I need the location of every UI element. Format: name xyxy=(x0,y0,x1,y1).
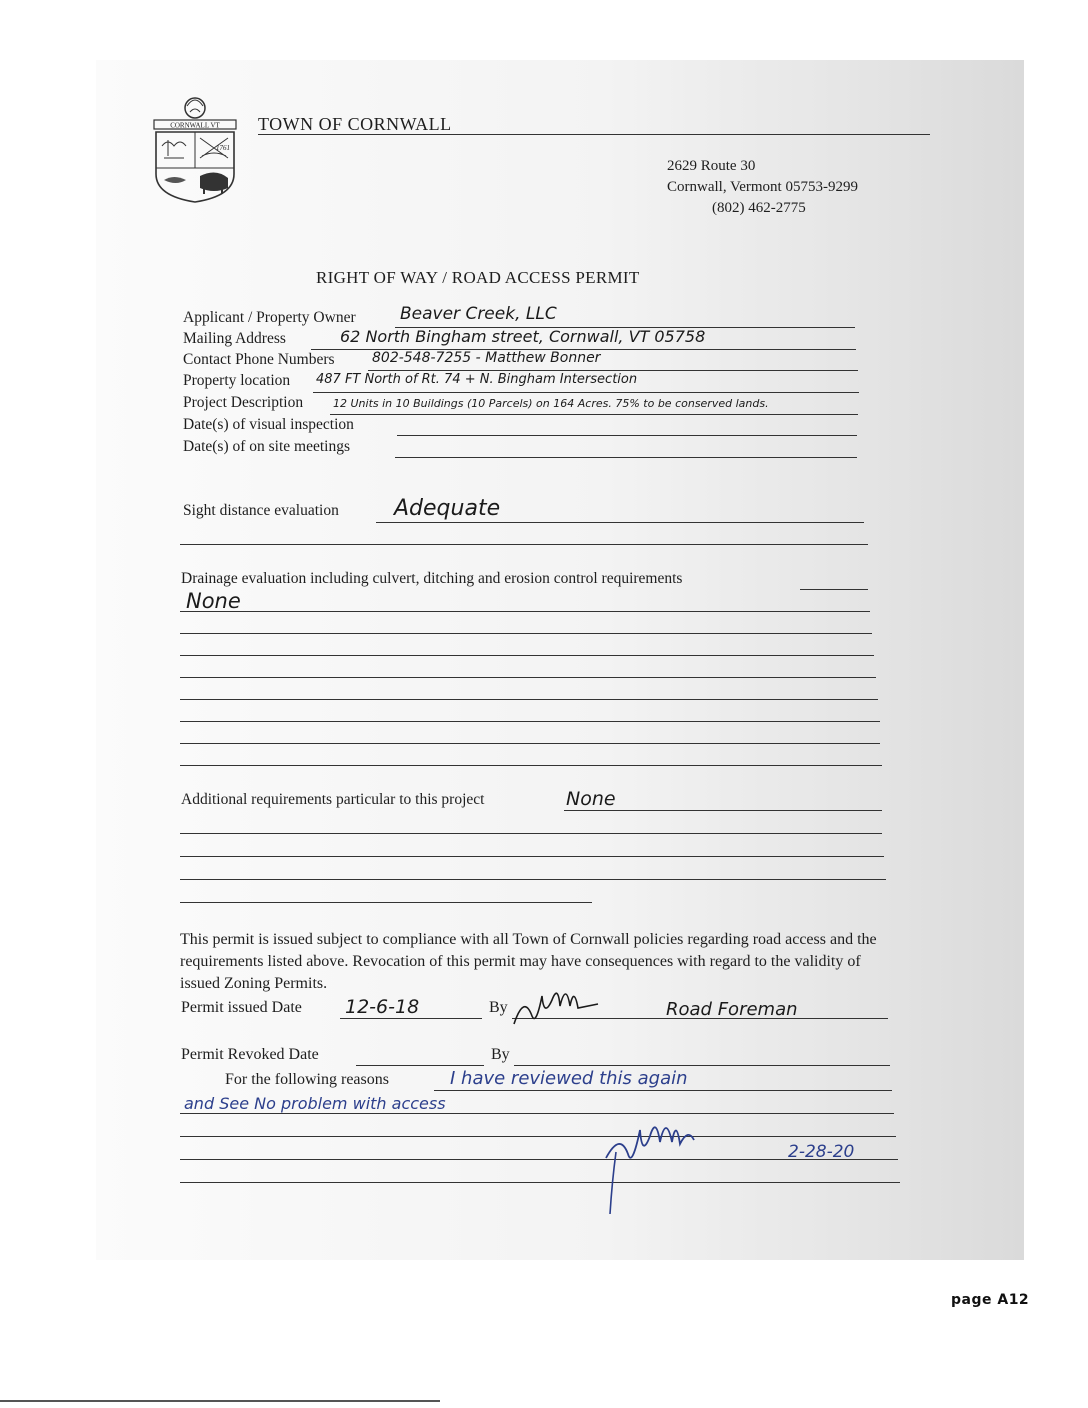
address-line-1: 2629 Route 30 xyxy=(667,158,756,174)
project-description-line xyxy=(330,414,858,415)
sight-distance-line xyxy=(376,522,864,523)
svg-text:1761: 1761 xyxy=(216,144,230,152)
drainage-line-5 xyxy=(180,699,878,700)
town-seal-icon xyxy=(150,96,240,206)
reasons-label: For the following reasons xyxy=(225,1071,389,1088)
applicant-label: Applicant / Property Owner xyxy=(183,309,356,326)
town-name: TOWN OF CORNWALL xyxy=(258,114,452,134)
phone-line xyxy=(368,370,858,371)
additional-line-5 xyxy=(180,902,592,903)
svg-text:CORNWALL VT: CORNWALL VT xyxy=(170,121,220,130)
project-description-label: Project Description xyxy=(183,394,304,411)
drainage-line-2 xyxy=(180,633,872,634)
site-meetings-label: Date(s) of on site meetings xyxy=(183,438,351,455)
sight-distance-value[interactable]: Adequate xyxy=(394,496,501,521)
reviewer-signature-icon xyxy=(600,1118,770,1218)
page-number: page A12 xyxy=(951,1292,1030,1308)
property-location-line xyxy=(313,392,859,393)
visual-inspection-line xyxy=(397,435,857,436)
visual-inspection-label: Date(s) of visual inspection xyxy=(183,416,354,433)
drainage-line-6 xyxy=(180,721,880,722)
reasons-line-1-text[interactable]: I have reviewed this again xyxy=(450,1068,688,1089)
drainage-label: Drainage evaluation including culvert, ditching and erosion control requirements xyxy=(181,570,683,587)
review-date[interactable]: 2-28-20 xyxy=(788,1142,855,1162)
site-meetings-line xyxy=(395,457,857,458)
permit-issued-date[interactable]: 12-6-18 xyxy=(345,996,420,1018)
additional-requirements-value[interactable]: None xyxy=(566,788,616,810)
permit-revoked-by-line xyxy=(514,1065,890,1066)
reasons-line-3 xyxy=(180,1136,896,1137)
drainage-line-1 xyxy=(180,611,870,612)
additional-line-2 xyxy=(180,833,882,834)
phone-value[interactable]: 802-548-7255 - Matthew Bonner xyxy=(372,350,601,366)
sight-distance-label: Sight distance evaluation xyxy=(183,502,339,519)
issuer-signature-icon xyxy=(510,990,630,1030)
reasons-line-2 xyxy=(180,1113,894,1114)
additional-requirements-label: Additional requirements particular to this project xyxy=(181,791,485,808)
drainage-value[interactable]: None xyxy=(186,589,241,613)
drainage-line-0 xyxy=(800,589,868,590)
additional-line-4 xyxy=(180,879,886,880)
property-location-label: Property location xyxy=(183,372,291,389)
reasons-line-5 xyxy=(180,1182,900,1183)
compliance-paragraph: This permit is issued subject to compliance with all Town of Cornwall policies regarding road access and the requirements listed above. Revocation of this permit may have consequences with regard to the validity of issued Zoning Permits. xyxy=(180,931,877,992)
drainage-line-8 xyxy=(180,765,882,766)
reasons-line-1 xyxy=(434,1090,892,1091)
address-line-2: Cornwall, Vermont 05753-9299 xyxy=(667,179,858,195)
reasons-line-2-text[interactable]: and See No problem with access xyxy=(184,1094,446,1113)
drainage-line-4 xyxy=(180,677,876,678)
drainage-line-7 xyxy=(180,743,880,744)
permit-revoked-by-label: By xyxy=(491,1046,510,1063)
phone-label: Contact Phone Numbers xyxy=(183,351,335,368)
project-description-value[interactable]: 12 Units in 10 Buildings (10 Parcels) on 164 Acres. 75% to be conserved lands. xyxy=(333,397,769,410)
town-phone: (802) 462-2775 xyxy=(712,200,806,216)
mailing-address-label: Mailing Address xyxy=(183,330,286,347)
permit-revoked-label: Permit Revoked Date xyxy=(181,1046,319,1063)
drainage-line-3 xyxy=(180,655,874,656)
sight-distance-line-2 xyxy=(180,544,868,545)
scan-edge-line xyxy=(0,1400,440,1402)
permit-issued-by-title[interactable]: Road Foreman xyxy=(666,999,798,1020)
permit-issued-date-line xyxy=(340,1018,482,1019)
additional-line-3 xyxy=(180,856,884,857)
additional-requirements-line xyxy=(564,810,882,811)
permit-revoked-date-line xyxy=(356,1065,484,1066)
property-location-value[interactable]: 487 FT North of Rt. 74 + N. Bingham Intersection xyxy=(316,372,638,387)
permit-issued-label: Permit issued Date xyxy=(181,999,302,1016)
permit-issued-by-label: By xyxy=(489,999,508,1016)
form-title: RIGHT OF WAY / ROAD ACCESS PERMIT xyxy=(316,268,640,287)
applicant-value[interactable]: Beaver Creek, LLC xyxy=(400,304,557,324)
letterhead-rule xyxy=(258,134,930,135)
mailing-address-value[interactable]: 62 North Bingham street, Cornwall, VT 05758 xyxy=(340,327,706,346)
